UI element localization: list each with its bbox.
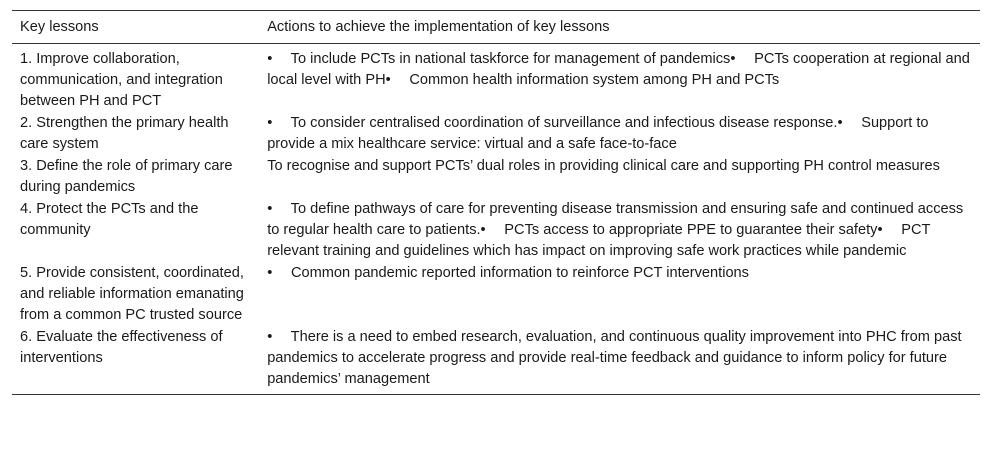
action-cell: • To include PCTs in national taskforce for management of pandemics• PCTs cooperation at regional and local level with PH• Common health information system among PH and PCTs [267, 51, 970, 88]
action-cell: • There is a need to embed research, evaluation, and continuous quality improvement into PHC from past pandemics to accelerate progress and provide real-time feedback and guidance to inform policy for future pandemics’ management [259, 326, 980, 395]
table-body [12, 44, 980, 395]
lesson-cell: 3. Define the role of primary care during pandemics [20, 158, 233, 195]
lesson-cell: 5. Provide consistent, coordinated, and reliable information emanating from a common PC trusted source [20, 265, 244, 323]
lesson-cell: 4. Protect the PCTs and the community [20, 201, 199, 238]
table-row [12, 262, 980, 326]
header-actions: Actions to achieve the implementation of key lessons [259, 11, 980, 44]
table-row [12, 44, 980, 113]
action-cell: To recognise and support PCTs’ dual roles in providing clinical care and supporting PH control measures [267, 158, 940, 174]
header-row [12, 11, 980, 44]
lesson-cell: 2. Strengthen the primary health care system [20, 115, 229, 152]
table-row [12, 155, 980, 198]
table-row [12, 112, 980, 155]
key-lessons-table [12, 10, 980, 395]
lesson-cell: 1. Improve collaboration, communication, and integration between PH and PCT [20, 51, 223, 109]
action-cell: • Common pandemic reported information to reinforce PCT interventions [267, 265, 749, 281]
action-cell: • To consider centralised coordination of surveillance and infectious disease response.• Support to provide a mix healthcare service: virtual and a safe face-to-face [267, 115, 929, 152]
lesson-cell: 6. Evaluate the effectiveness of interventions [12, 326, 259, 395]
table-row [12, 326, 980, 395]
table-row [12, 198, 980, 262]
header-key-lessons: Key lessons [12, 11, 259, 44]
action-cell: • To define pathways of care for preventing disease transmission and ensuring safe and continued access to regular health care to patients.• PCTs access to appropriate PPE to guarantee their safety• PCT relevant training and guidelines which has impact on improving safe work practices while pandemic [267, 201, 964, 259]
table-header [12, 11, 980, 44]
